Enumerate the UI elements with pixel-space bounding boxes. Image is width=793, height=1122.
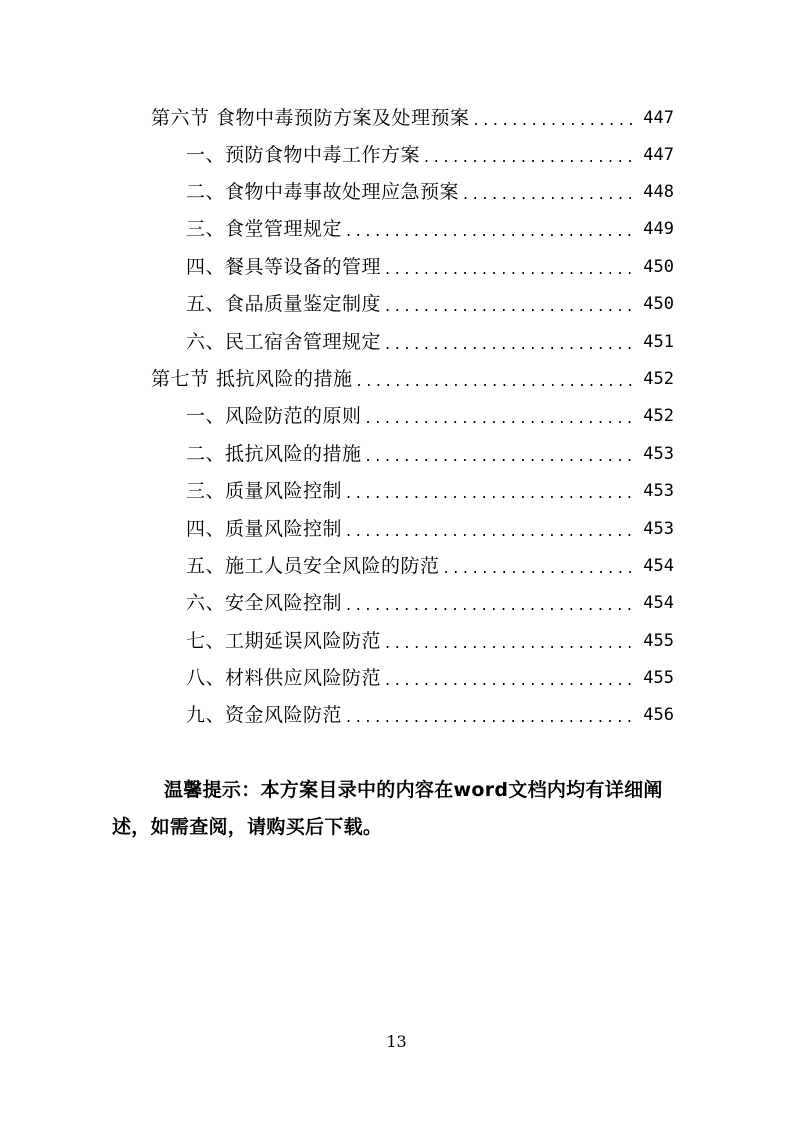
toc-entry-page: 453 bbox=[643, 444, 674, 464]
toc-dot-leader bbox=[385, 250, 637, 287]
toc-entry-title: 五、施工人员安全风险的防范 bbox=[186, 555, 440, 577]
toc-entry-page: 452 bbox=[643, 406, 674, 426]
toc-dot-leader bbox=[463, 175, 637, 212]
page-number: 13 bbox=[386, 1032, 407, 1051]
toc-entry[interactable] bbox=[186, 286, 674, 323]
toc-entry-title: 第六节 食物中毒预防方案及处理预案 bbox=[151, 107, 470, 129]
toc-dot-leader bbox=[385, 624, 637, 661]
toc-entry-page: 455 bbox=[643, 631, 674, 651]
toc-entry[interactable] bbox=[186, 249, 674, 286]
toc-entry[interactable] bbox=[186, 660, 674, 697]
toc-entry-page: 454 bbox=[643, 556, 674, 576]
toc-entry-title: 四、餐具等设备的管理 bbox=[186, 256, 382, 278]
toc-dot-leader bbox=[366, 399, 638, 436]
toc-entry[interactable] bbox=[186, 174, 674, 211]
toc-dot-leader bbox=[444, 549, 638, 586]
toc-entry-title: 六、安全风险控制 bbox=[186, 592, 343, 614]
toc-entry-page: 449 bbox=[643, 219, 674, 239]
toc-dot-leader bbox=[346, 586, 637, 623]
toc-entry-title: 五、食品质量鉴定制度 bbox=[186, 293, 382, 315]
toc-dot-leader bbox=[357, 362, 638, 399]
toc-entry-page: 447 bbox=[643, 145, 674, 165]
toc-dot-leader bbox=[385, 661, 637, 698]
toc-dot-leader bbox=[346, 698, 637, 735]
toc-entry-page: 454 bbox=[643, 593, 674, 613]
toc-entry[interactable] bbox=[186, 137, 674, 174]
toc-dot-leader bbox=[424, 138, 637, 175]
toc-entry-title: 三、质量风险控制 bbox=[186, 480, 343, 502]
toc-entry-page: 450 bbox=[643, 257, 674, 277]
toc-entry[interactable] bbox=[186, 585, 674, 622]
toc-entry-page: 456 bbox=[643, 705, 674, 725]
toc-entry[interactable] bbox=[186, 211, 674, 248]
toc-entry-page: 453 bbox=[643, 481, 674, 501]
toc-entry-title: 二、抵抗风险的措施 bbox=[186, 443, 362, 465]
toc-entry-title: 一、风险防范的原则 bbox=[186, 405, 362, 427]
toc-entry[interactable] bbox=[186, 324, 674, 361]
toc-entry-title: 七、工期延误风险防范 bbox=[186, 630, 382, 652]
toc-dot-leader bbox=[346, 512, 637, 549]
toc-dot-leader bbox=[385, 287, 637, 324]
toc-entry-title: 二、食物中毒事故处理应急预案 bbox=[186, 181, 460, 203]
toc-entry-page: 453 bbox=[643, 519, 674, 539]
toc-entry-title: 六、民工宿舍管理规定 bbox=[186, 331, 382, 353]
toc-entry-title: 八、材料供应风险防范 bbox=[186, 667, 382, 689]
toc-entry-title: 九、资金风险防范 bbox=[186, 704, 343, 726]
toc-entry[interactable] bbox=[186, 473, 674, 510]
toc-entry-page: 447 bbox=[643, 108, 674, 128]
toc-entry[interactable] bbox=[186, 548, 674, 585]
toc-dot-leader bbox=[385, 325, 637, 362]
toc-dot-leader bbox=[346, 212, 637, 249]
toc-entry-title: 四、质量风险控制 bbox=[186, 518, 343, 540]
toc-entry-title: 第七节 抵抗风险的措施 bbox=[151, 368, 353, 390]
toc-entry[interactable] bbox=[186, 511, 674, 548]
toc-entry[interactable] bbox=[186, 398, 674, 435]
toc-entry[interactable] bbox=[151, 100, 674, 137]
toc-entry[interactable] bbox=[151, 361, 674, 398]
toc-dot-leader bbox=[346, 474, 637, 511]
purchase-notice: 温馨提示：本方案目录中的内容在word文档内均有详细阐述，如需查阅，请购买后下载。 bbox=[112, 779, 663, 838]
toc-entry-page: 455 bbox=[643, 668, 674, 688]
toc-entry[interactable] bbox=[186, 436, 674, 473]
toc-entry-title: 一、预防食物中毒工作方案 bbox=[186, 144, 421, 166]
toc-entry-page: 451 bbox=[643, 332, 674, 352]
toc-entry-title: 三、食堂管理规定 bbox=[186, 218, 343, 240]
toc-entry-page: 450 bbox=[643, 294, 674, 314]
toc-entry[interactable] bbox=[186, 697, 674, 734]
toc-entry-page: 452 bbox=[643, 369, 674, 389]
toc-entry-page: 448 bbox=[643, 182, 674, 202]
toc-dot-leader bbox=[474, 101, 638, 138]
toc-dot-leader bbox=[366, 437, 638, 474]
toc-entry[interactable] bbox=[186, 623, 674, 660]
